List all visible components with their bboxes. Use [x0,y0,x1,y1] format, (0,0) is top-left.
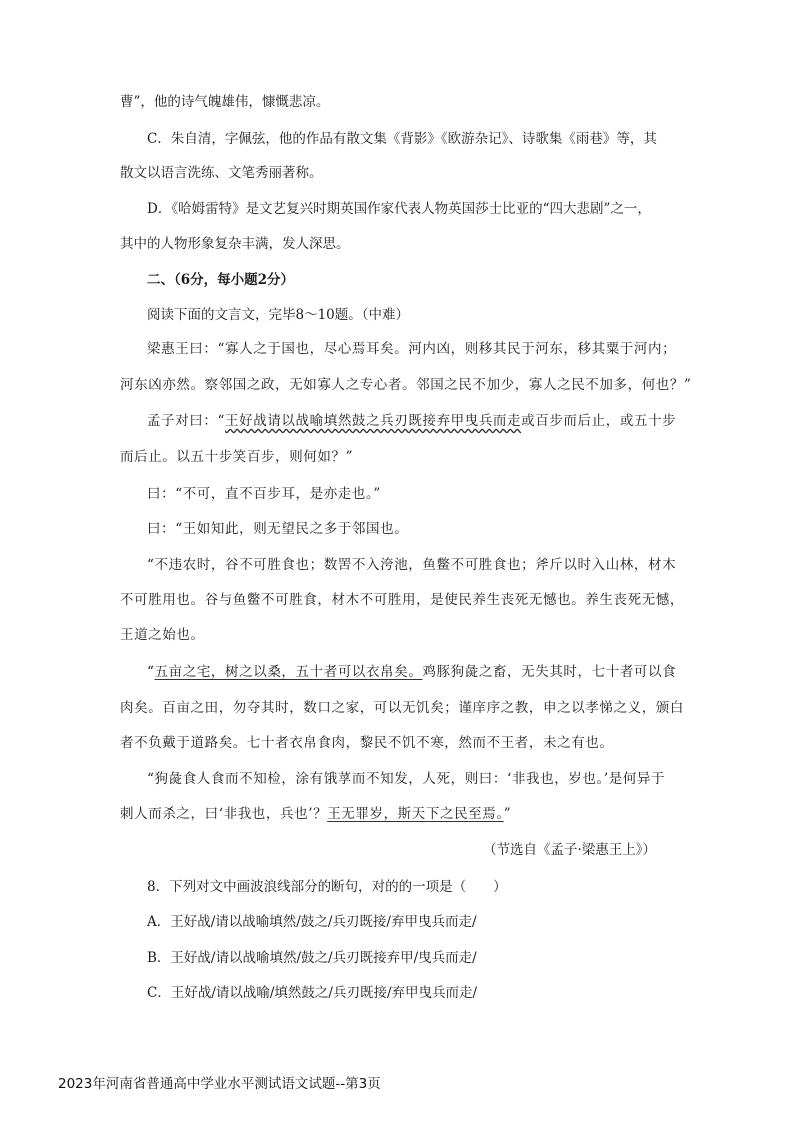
passage-line [147,662,676,682]
passage-line [120,804,511,824]
passage-text: 或百步而后止，或五十步 [521,413,677,429]
passage-text: 刺人而杀之，曰‘非我也，兵也’？ [120,806,328,822]
choice-c: C．王好战/请以战喻/填然鼓之/兵刃既接/弃甲曳兵而走/ [147,985,478,1001]
instruction-line: 阅读下面的文言文，完毕8～10题。（中难） [147,307,410,323]
text-line: 曹”，他的诗气魄雄伟，慷慨悲凉。 [120,94,330,110]
passage-line: 不可胜用也。谷与鱼鳖不可胜食，材木不可胜用，是使民养生丧死无憾也。养生丧死无憾， [120,592,684,608]
passage-text: 鸡豚狗彘之畜，无失其时，七十者可以食 [422,664,677,680]
choice-a: A．王好战/请以战喻填然/鼓之/兵刃既接/弃甲曳兵而走/ [147,914,477,930]
passage-line: 者不负戴于道路矣。七十者衣帛食肉，黎民不饥不寒，然而不王者，未之有也。 [120,735,614,751]
page-footer: 2023年河南省普通高中学业水平测试语文试题--第3页 [58,1076,381,1092]
option-c-line: C．朱自清，字佩弦，他的作品有散文集《背影》《欧游杂记》、诗歌集《雨巷》等，其 [147,131,657,147]
passage-line: 曰：“王如知此，则无望民之多于邻国也。 [147,521,409,537]
choice-b: B．王好战/请以战喻填然/鼓之/兵刃既接弃甲/曳兵而走/ [147,950,477,966]
passage-line: 梁惠王曰：“寡人之于国也，尽心焉耳矣。河内凶，则移其民于河东，移其粟于河内； [147,341,677,357]
text-line: 散文以语言洗练、文笔秀丽著称。 [120,165,323,181]
option-d-line: D．《哈姆雷特》是文艺复兴时期英国作家代表人物英国莎士比亚的“四大悲剧”之一， [147,201,651,217]
passage-line: 王道之始也。 [120,627,205,643]
passage-text: “ [147,664,155,680]
underlined-sentence: 五亩之宅，树之以桑，五十者可以衣帛矣。 [154,664,423,680]
passage-line: “狗彘食人食而不知检，涂有饿莩而不知发，人死，则曰：‘非我也，岁也。’是何异于 [147,771,666,787]
passage-line: 河东凶亦然。察邻国之政，无如寡人之专心者。邻国之民不加少，寡人之民不加多，何也？” [120,377,692,393]
section-heading: 二、（6分，每小题2分） [147,272,295,288]
passage-line: 肉矣。百亩之田，勿夺其时，数口之家，可以无饥矣；谨庠序之教，申之以孝悌之义，颁白 [120,700,684,716]
question-8: 8．下列对文中画波浪线部分的断句，对的的一项是（ ） [147,879,507,895]
passage-line [147,411,676,431]
underlined-sentence: 王无罪岁，斯天下之民至焉。 [327,806,504,822]
source-citation: （节选自《孟子·梁惠王上》） [483,842,657,858]
text-line: 其中的人物形象复杂丰满，发人深思。 [120,236,350,252]
wavy-underlined-sentence: 王好战请以战喻填然鼓之兵刃既接弃甲曳兵而走 [225,413,522,429]
passage-line: 曰：“不可，直不百步耳，是亦走也。” [147,486,381,502]
passage-text: ” [503,806,512,822]
passage-text: 孟子对曰：“ [147,413,226,429]
passage-line: 而后止。以五十步笑百步，则何如？” [120,449,354,465]
passage-line: “不违农时，谷不可胜食也；数罟不入洿池，鱼鳖不可胜食也；斧斤以时入山林，材木 [147,557,677,573]
